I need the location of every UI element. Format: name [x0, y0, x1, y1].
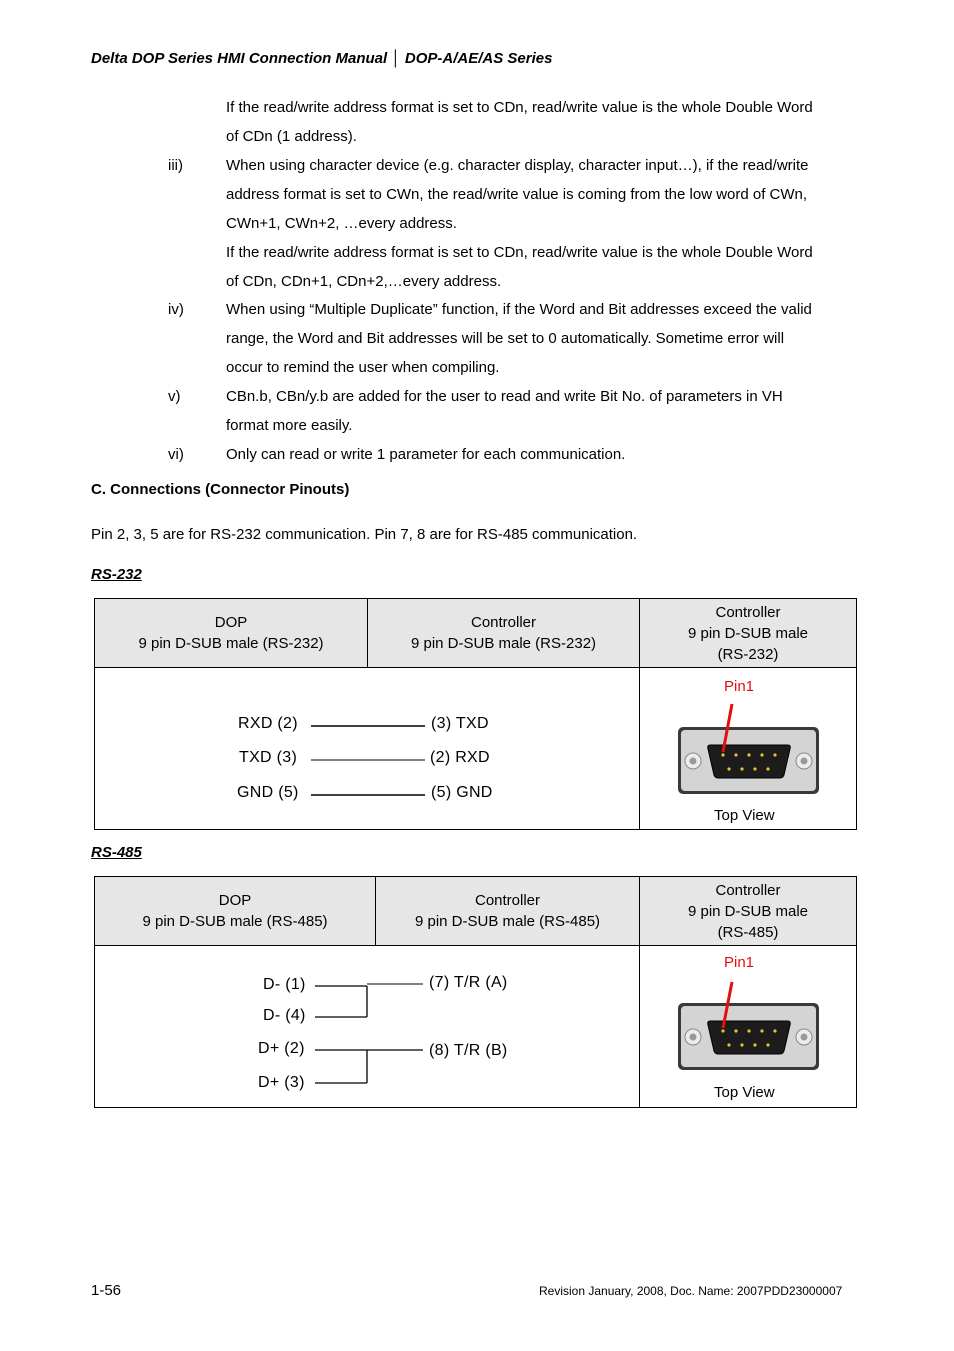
rs485-col-controller — [376, 877, 640, 946]
rs232-controller-pin: (3) TXD — [431, 715, 489, 732]
list-item-line: CBn.b, CBn/y.b are added for the user to read and write Bit No. of parameters in VH — [226, 388, 783, 405]
list-marker: vi) — [168, 446, 184, 463]
pin1-label: Pin1 — [724, 954, 755, 971]
dsub9-connector-icon — [676, 976, 822, 1076]
header-line: Controller — [715, 881, 781, 899]
list-item-line: When using “Multiple Duplicate” function, if the Word and Bit addresses exceed the valid — [226, 301, 812, 318]
list-marker: iv) — [168, 301, 184, 318]
header-line: 9 pin D-SUB male — [687, 902, 809, 920]
header-line: 9 pin D-SUB male (RS-232) — [138, 635, 324, 652]
list-marker: v) — [168, 388, 181, 405]
header-line: DOP — [214, 614, 248, 631]
dsub9-connector-icon — [676, 700, 822, 800]
revision-note: Revision January, 2008, Doc. Name: 2007PDD23000007 — [539, 1284, 843, 1298]
list-item — [226, 93, 866, 151]
rs232-connector-cell — [640, 668, 857, 830]
list-item-line: If the read/write address format is set to CDn, read/write value is the whole Double Word — [226, 99, 813, 116]
rs232-wiring-diagram — [95, 668, 639, 829]
top-view-label: Top View — [714, 1084, 775, 1101]
list-item-line: Only can read or write 1 parameter for each communication. — [226, 446, 626, 463]
list-item — [226, 382, 866, 440]
list-item-line: range, the Word and Bit addresses will be set to 0 automatically. Sometime error will — [226, 330, 785, 347]
rs485-dop-pin: D+ (2) — [258, 1040, 305, 1057]
rs485-dop-pin: D- (4) — [263, 1007, 306, 1024]
list-item-line: of CDn, CDn+1, CDn+2,…every address. — [226, 273, 502, 290]
list-item-line: When using character device (e.g. character display, character input…), if the read/write — [226, 157, 809, 174]
header-line: DOP — [218, 892, 252, 909]
list-item-line: CWn+1, CWn+2, …every address. — [226, 215, 457, 232]
rs485-controller-pin: (7) T/R (A) — [429, 974, 508, 991]
pin1-label: Pin1 — [724, 678, 755, 695]
rs232-wires — [95, 668, 639, 829]
list-item-line: If the read/write address format is set to CDn, read/write value is the whole Double Word — [226, 244, 813, 261]
list-item — [226, 238, 866, 296]
header-line: Controller — [715, 603, 781, 621]
header-line: 9 pin D-SUB male (RS-485) — [414, 913, 601, 930]
top-view-label: Top View — [714, 807, 775, 824]
section-intro: Pin 2, 3, 5 are for RS-232 communication. Pin 7, 8 are for RS-485 communication. — [91, 526, 638, 543]
rs232-table — [94, 598, 857, 830]
list-item — [226, 151, 866, 238]
rs485-connector-cell — [640, 946, 857, 1108]
header-line: Controller — [474, 892, 541, 909]
page-number: 1-56 — [91, 1282, 122, 1299]
rs232-wiring-cell — [95, 668, 640, 830]
rs485-wires — [95, 946, 639, 1107]
list-item — [226, 295, 866, 382]
rs485-dop-pin: D- (1) — [263, 976, 306, 993]
header-line: (RS-232) — [717, 645, 779, 663]
rs485-col-connector — [640, 877, 857, 946]
header-line: 9 pin D-SUB male (RS-485) — [142, 913, 328, 930]
header-line: 9 pin D-SUB male — [687, 624, 809, 642]
document-header: Delta DOP Series HMI Connection Manual │ DOP-A/AE/AS Series — [91, 50, 553, 67]
list-item — [226, 440, 866, 469]
rs485-table — [94, 876, 857, 1108]
rs485-connector-figure — [640, 946, 856, 1107]
rs485-col-dop — [95, 877, 376, 946]
rs485-heading: RS-485 — [91, 844, 142, 861]
rs232-dop-pin: RXD (2) — [238, 715, 298, 732]
header-line: 9 pin D-SUB male (RS-232) — [410, 635, 597, 652]
rs232-heading: RS-232 — [91, 566, 142, 583]
rs232-controller-pin: (2) RXD — [430, 749, 490, 766]
rs485-controller-pin: (8) T/R (B) — [429, 1042, 508, 1059]
section-heading: C. Connections (Connector Pinouts) — [91, 481, 350, 498]
rs232-col-connector — [640, 599, 857, 668]
rs232-dop-pin: TXD (3) — [239, 749, 298, 766]
rs232-dop-pin: GND (5) — [237, 784, 299, 801]
rs485-wiring-diagram — [95, 946, 639, 1107]
list-item-line: format more easily. — [226, 417, 353, 434]
rs232-col-controller — [368, 599, 640, 668]
list-marker: iii) — [168, 157, 183, 174]
rs485-dop-pin: D+ (3) — [258, 1074, 305, 1091]
list-item-line: of CDn (1 address). — [226, 128, 357, 145]
rs232-connector-figure — [640, 668, 856, 829]
rs232-col-dop — [95, 599, 368, 668]
rs485-wiring-cell — [95, 946, 640, 1108]
rs232-controller-pin: (5) GND — [431, 784, 493, 801]
list-item-line: address format is set to CWn, the read/write value is coming from the low word of CWn, — [226, 186, 808, 203]
header-line: Controller — [470, 614, 537, 631]
list-item-line: occur to remind the user when compiling. — [226, 359, 500, 376]
header-line: (RS-485) — [717, 923, 779, 941]
